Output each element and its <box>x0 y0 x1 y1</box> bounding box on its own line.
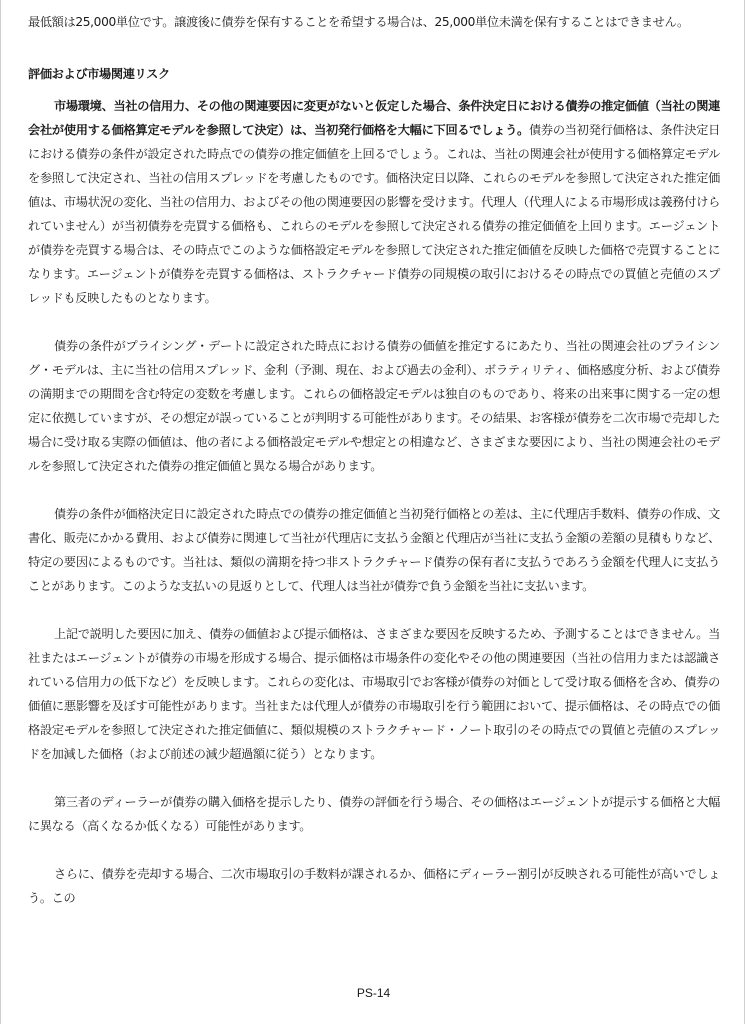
document-body <box>28 10 720 910</box>
paragraph-pricing-models: 債券の条件がプライシング・デートに設定された時点における債券の価値を推定するにあたり、当社の関連会社のプライシング・モデルは、主に当社の信用スプレッド、金利（予測、現在、および過去の金利）、ボラティリティ、価格感度分析、および債券の満期までの期間を含む特定の変数を考慮します。これらの価格設定モデルは独自のものであり、将来の出来事に関する一定の想定に依拠していますが、その想定が誤っていることが判明する可能性があります。その結果、お客様が債券を二次市場で売却した場合に受け取る実際の価値は、他の者による価格設定モデルや想定との相違など、さまざまな要因により、当社の関連会社のモデルを参照して決定された債券の推定価値と異なる場合があります。 <box>28 339 720 473</box>
section-heading: 評価および市場関連リスク <box>28 67 170 81</box>
paragraph-minimum-denomination: 最低額は25,000単位です。譲渡後に債券を保有することを希望する場合は、25,000単位未満を保有することはできません。 <box>28 15 689 29</box>
paragraph-estimated-value <box>28 94 720 310</box>
paragraph-price-difference: 債券の条件が価格決定日に設定された時点での債券の推定価値と当初発行価格との差は、主に代理店手数料、債券の作成、文書化、販売にかかる費用、および債券に関連して当社が代理店に支払う金額と代理店が当社に支払う金額の差額の見積もりなど、特定の要因によるものです。当社は、類似の満期を持つ非ストラクチャード債券の保有者に支払うであろう金額を代理人に支払うことがあります。このような支払いの見返りとして、代理人は当社が債券で負う金額を当社に支払います。 <box>28 507 720 593</box>
paragraph-market-factors: 上記で説明した要因に加え、債券の価値および提示価格は、さまざまな要因を反映するため、予測することはできません。当社またはエージェントが債券の市場を形成する場合、提示価格は市場条件の変化やその他の関連要因（当社の信用力または認識されている信用力の低下など）を反映します。これらの変化は、市場取引でお客様が債券の対価として受け取る価格を含め、債券の価値に悪影響を及ぼす可能性があります。当社または代理人が債券の市場取引を行う範囲において、提示価格は、その時点での価格設定モデルを参照して決定された推定価値に、類似規模のストラクチャード・ノート取引のその時点での買値と売値のスプレッドを加減した価格（および前述の減少超過額に従う）となります。 <box>28 627 720 761</box>
page-number: PS-14 <box>356 986 391 1000</box>
paragraph-secondary-market: さらに、債券を売却する場合、二次市場取引の手数料が課されるか、価格にディーラー割引が反映される可能性が高いでしょう。この <box>28 867 720 905</box>
paragraph-third-party-dealers: 第三者のディーラーが債券の購入価格を提示したり、債券の評価を行う場合、その価格はエージェントが提示する価格と大幅に異なる（高くなるか低くなる）可能性があります。 <box>28 795 720 833</box>
paragraph-text: 債券の当初発行価格は、条件決定日における債券の条件が設定された時点での債券の推定価値を上回るでしょう。これは、当社の関連会社が使用する価格算定モデルを参照して決定され、当社の信用スプレッドを考慮したものです。価格決定日以降、これらのモデルを参照して決定された推定価値は、市場状況の変化、当社の信用力、およびその他の関連要因の影響を受けます。代理人（代理人による市場形成は義務付けられていません）が当初債券を売買する価格も、これらのモデルを参照して決定される債券の推定価値を上回ります。エージェントが債券を売買する場合は、その時点でこのような価格設定モデルを参照して決定された推定価値を反映した価格で売買することになります。エージェントが債券を売買する価格は、ストラクチャード債券の同規模の取引におけるその時点での買値と売値のスプレッドも反映したものとなります。 <box>28 123 720 305</box>
paragraph-lead-bold: 市場環境、当社の信用力、その他の関連要因に変更がないと仮定した場合、条件決定日における債券の推定価値（当社の関連会社が使用する価格算定モデルを参照して決定）は、当初発行価格を大幅に下回るでしょう。 <box>28 99 720 137</box>
